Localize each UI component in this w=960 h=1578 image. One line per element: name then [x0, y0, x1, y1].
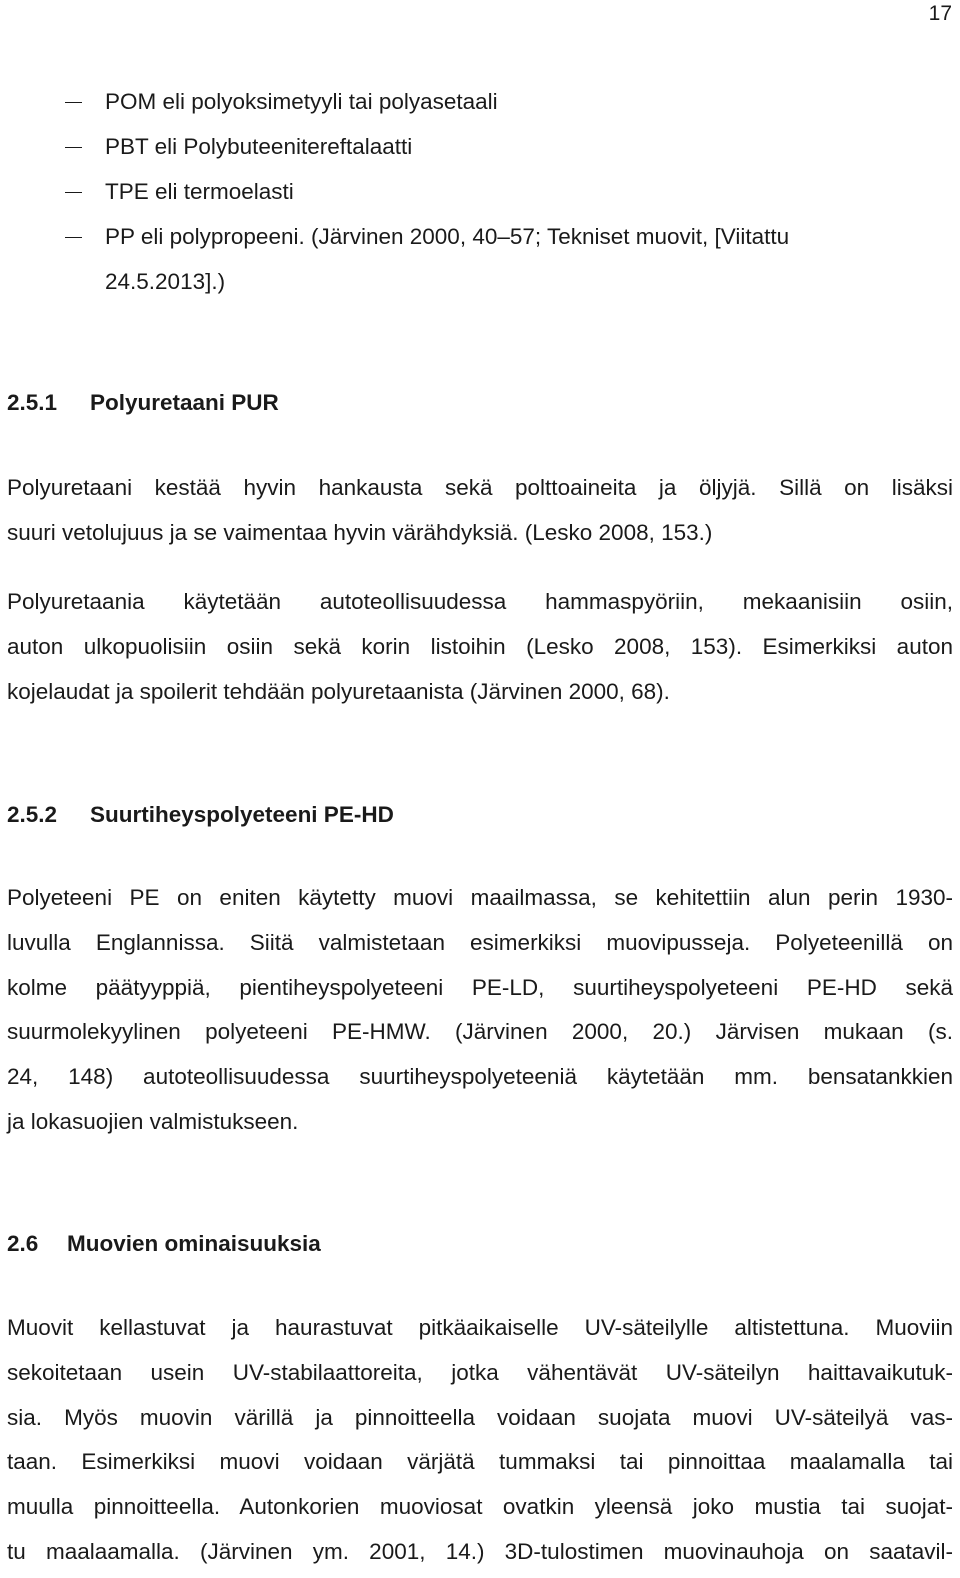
- text-line: tu maalaamalla. (Järvinen ym. 2001, 14.) 3D-tulostimen muovinauhoja on saatavil-: [7, 1538, 953, 1564]
- list-item-text: TPE eli termoelasti: [105, 179, 294, 204]
- dash-bullet-icon: [65, 132, 82, 162]
- text-line: sia. Myös muovin värillä ja pinnoitteella voidaan suojata muovi UV-säteilyä vas-: [7, 1404, 953, 1430]
- text-line: Polyuretaania käytetään autoteollisuudessa hammaspyöriin, mekaanisiin osiin,: [7, 589, 953, 614]
- list-item: [0, 132, 960, 177]
- list-item-continuation: [0, 267, 960, 312]
- text-line: Muovit kellastuvat ja haurastuvat pitkäaikaiselle UV-säteilylle altistettuna. Muoviin: [7, 1315, 953, 1340]
- section-title: Muovien ominaisuuksia: [67, 1231, 321, 1256]
- text-line: luvulla Englannissa. Siitä valmistetaan esimerkiksi muovipusseja. Polyeteenillä on: [7, 929, 953, 955]
- section-title: Polyuretaani PUR: [90, 390, 279, 415]
- text-line: Polyeteeni PE on eniten käytetty muovi maailmassa, se kehitettiin alun perin 1930-: [7, 885, 953, 910]
- list-item: [0, 222, 960, 267]
- section-heading-2-6: [7, 1229, 321, 1259]
- section-heading-2-5-2: [7, 800, 394, 830]
- list-item: [0, 177, 960, 222]
- text-line: suurmolekyylinen polyeteeni PE-HMW. (Järvinen 2000, 20.) Järvisen mukaan (s.: [7, 1019, 953, 1045]
- section-number: 2.5.2: [7, 802, 58, 827]
- text-line: kojelaudat ja spoilerit tehdään polyuretaanista (Järvinen 2000, 68).: [7, 678, 670, 704]
- list-item-text: 24.5.2013].): [105, 269, 226, 294]
- text-line: ja lokasuojien valmistukseen.: [7, 1108, 299, 1134]
- text-line: muulla pinnoitteella. Autonkorien muoviosat ovatkin yleensä joko mustia tai suojat-: [7, 1494, 953, 1520]
- text-line: taan. Esimerkiksi muovi voidaan värjätä tummaksi tai pinnoittaa maalamalla tai: [7, 1449, 953, 1475]
- list-item-text: PBT eli Polybuteenitereftalaatti: [105, 134, 413, 159]
- paragraph-pur-properties: [7, 466, 953, 556]
- dash-bullet-icon: [65, 177, 82, 207]
- list-item: [0, 87, 960, 132]
- paragraph-pur-uses: [7, 580, 953, 714]
- text-line: kolme päätyyppiä, pientiheyspolyeteeni PE-LD, suurtiheyspolyeteeni PE-HD sekä: [7, 974, 953, 1000]
- section-heading-2-5-1: [7, 388, 279, 418]
- dash-bullet-icon: [65, 87, 82, 117]
- section-title: Suurtiheyspolyeteeni PE-HD: [90, 802, 394, 827]
- text-line: auton ulkopuolisiin osiin sekä korin listoihin (Lesko 2008, 153). Esimerkiksi auton: [7, 633, 953, 659]
- paragraph-plastic-properties: [7, 1306, 953, 1575]
- dash-bullet-icon: [65, 222, 82, 252]
- text-line: sekoitetaan usein UV-stabilaattoreita, jotka vähentävät UV-säteilyn haittavaikutuk-: [7, 1359, 953, 1385]
- text-line: suuri vetolujuus ja se vaimentaa hyvin värähdyksiä. (Lesko 2008, 153.): [7, 519, 713, 545]
- page-number: 17: [928, 2, 952, 25]
- list-item-text: PP eli polypropeeni. (Järvinen 2000, 40–57; Tekniset muovit, [Viitattu: [105, 224, 790, 249]
- paragraph-pe-hd: [7, 876, 953, 1145]
- text-line: 24, 148) autoteollisuudessa suurtiheyspolyeteeniä käytetään mm. bensatankkien: [7, 1064, 953, 1090]
- list-item-text: POM eli polyoksimetyyli tai polyasetaali: [105, 89, 498, 114]
- section-number: 2.5.1: [7, 390, 58, 415]
- text-line: Polyuretaani kestää hyvin hankausta sekä polttoaineita ja öljyjä. Sillä on lisäksi: [7, 475, 953, 500]
- section-number: 2.6: [7, 1231, 39, 1256]
- bullet-list: [0, 87, 960, 312]
